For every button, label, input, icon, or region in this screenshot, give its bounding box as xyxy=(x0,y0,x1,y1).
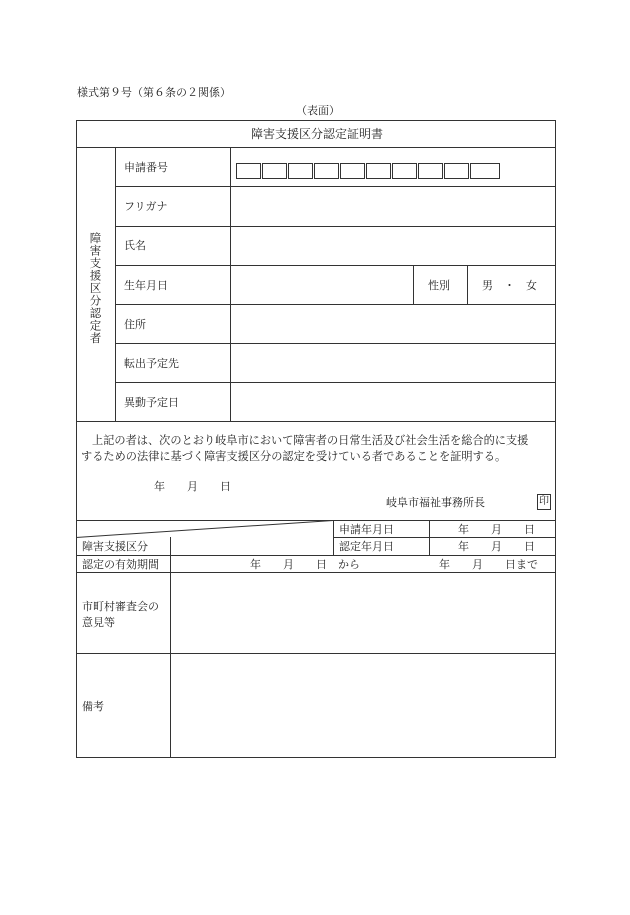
remarks-label: 備考 xyxy=(82,700,104,713)
document-title: 障害支援区分認定証明書 xyxy=(251,127,384,141)
furigana-label: フリガナ xyxy=(124,200,168,213)
grid-line xyxy=(429,520,430,555)
side-header: 障害支援区分認定者 xyxy=(88,232,103,345)
table-border-left xyxy=(76,120,77,757)
validity-label: 認定の有効期間 xyxy=(82,558,159,571)
address-field[interactable] xyxy=(231,305,554,342)
address-label: 住所 xyxy=(124,318,146,331)
side-header-divider xyxy=(115,147,116,422)
grid-line xyxy=(333,520,334,555)
certification-date-value: 年 月 日 xyxy=(458,540,535,553)
name-field[interactable] xyxy=(231,227,554,264)
planned-destination-label: 転出予定先 xyxy=(124,357,179,370)
section-divider xyxy=(76,421,555,422)
gender-divider xyxy=(467,265,468,304)
furigana-field[interactable] xyxy=(231,187,554,225)
application-date-value: 年 月 日 xyxy=(458,523,535,536)
grid-line xyxy=(76,555,555,556)
application-number-digit-box[interactable] xyxy=(366,163,391,179)
grid-line xyxy=(333,537,555,538)
issuer-name: 岐阜市福祉事務所長 xyxy=(386,496,485,509)
application-number-digit-box[interactable] xyxy=(444,163,469,179)
opinion-label-line-2: 意見等 xyxy=(82,616,115,629)
application-number-label: 申請番号 xyxy=(124,161,168,174)
table-border-right xyxy=(555,120,556,757)
birthdate-field[interactable] xyxy=(231,266,412,303)
table-border-bottom xyxy=(76,757,556,758)
certification-text-line-2: するための法律に基づく障害支援区分の認定を受けている者であることを証明する。 xyxy=(81,450,507,463)
application-number-digit-box[interactable] xyxy=(340,163,365,179)
certification-text-line-1: 上記の者は、次のとおり岐阜市において障害者の日常生活及び社会生活を総合的に支援 xyxy=(92,434,529,447)
seal-mark: 印 xyxy=(537,494,551,510)
planned-move-date-field[interactable] xyxy=(231,383,554,420)
validity-from: 年 月 日 から xyxy=(250,558,360,571)
opinion-field[interactable] xyxy=(171,573,554,652)
application-number-digit-box[interactable] xyxy=(262,163,287,179)
application-number-digit-box[interactable] xyxy=(314,163,339,179)
application-number-digit-box[interactable] xyxy=(392,163,417,179)
validity-to: 年 月 日まで xyxy=(439,558,538,571)
application-number-digit-box[interactable] xyxy=(236,163,261,179)
opinion-label-line-1: 市町村審査会の xyxy=(82,600,159,613)
name-label: 氏名 xyxy=(124,239,146,252)
planned-move-date-label: 異動予定日 xyxy=(124,396,179,409)
remarks-field[interactable] xyxy=(171,654,554,756)
category-label: 障害支援区分 xyxy=(82,540,148,553)
gender-divider xyxy=(413,265,414,304)
certification-date-label: 認定年月日 xyxy=(339,540,394,553)
application-number-digit-box[interactable] xyxy=(470,163,500,179)
gender-label: 性別 xyxy=(428,279,450,292)
birthdate-label: 生年月日 xyxy=(124,279,168,292)
issue-date: 年 月 日 xyxy=(154,480,231,493)
gender-options[interactable]: 男 ・ 女 xyxy=(482,279,537,292)
diagonal-line xyxy=(76,520,334,538)
side-label: （表面） xyxy=(296,104,340,117)
title-border-bottom xyxy=(76,147,555,148)
category-field[interactable] xyxy=(171,538,332,554)
application-number-digit-box[interactable] xyxy=(418,163,443,179)
form-number: 様式第９号（第６条の２関係） xyxy=(77,86,231,99)
table-border-top xyxy=(76,120,555,121)
application-date-label: 申請年月日 xyxy=(339,523,394,536)
application-number-digit-box[interactable] xyxy=(288,163,313,179)
planned-destination-field[interactable] xyxy=(231,344,554,381)
